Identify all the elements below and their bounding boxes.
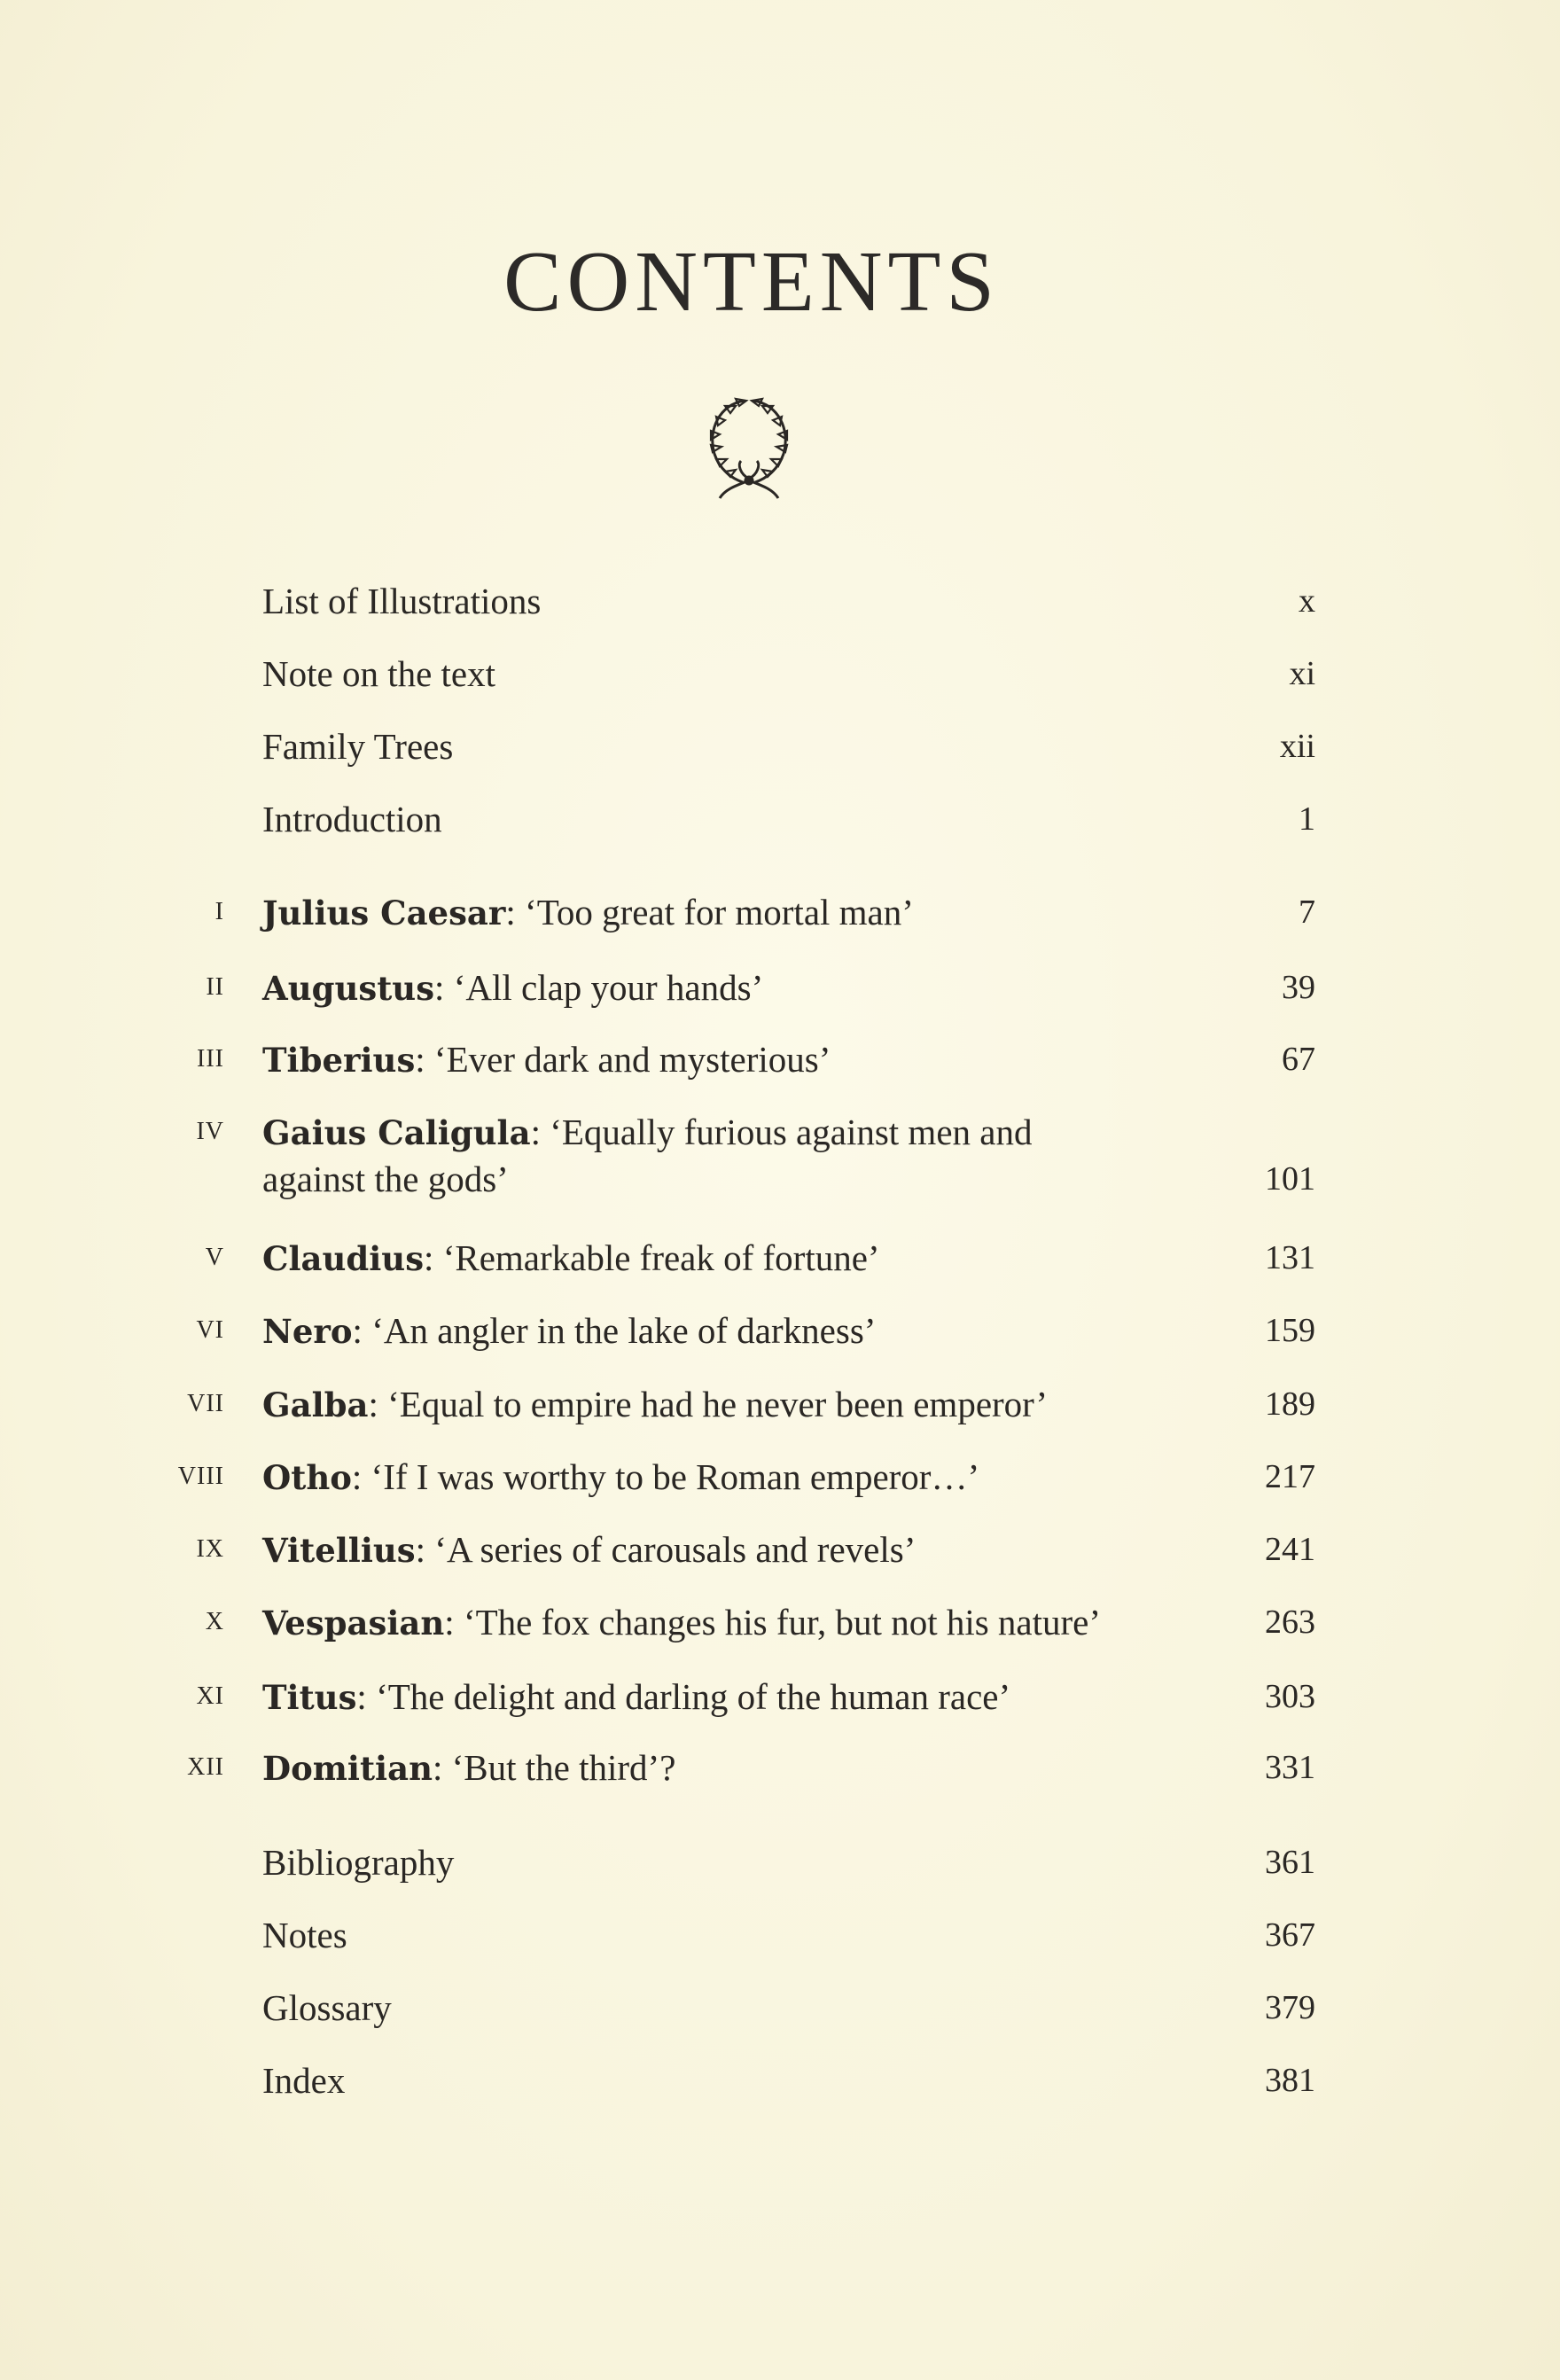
toc-entry-glossary[interactable]	[0, 1981, 1560, 2034]
toc-entry-bibliography[interactable]	[0, 1836, 1560, 1889]
entry-page: 7	[1299, 893, 1315, 931]
chapter-name: Vitellius	[262, 1531, 416, 1570]
chapter-numeral: VII	[187, 1390, 224, 1417]
chapter-name: Julius Caesar	[262, 893, 506, 932]
chapter-numeral: V	[205, 1244, 224, 1271]
chapter-numeral: VI	[196, 1316, 224, 1344]
entry-page: 367	[1265, 1916, 1315, 1954]
chapter-subtitle: : ‘Equally furious against men and	[530, 1112, 1033, 1152]
chapter-numeral: IX	[196, 1535, 224, 1563]
toc-chapter[interactable]	[0, 1231, 1560, 1284]
toc-chapter[interactable]	[0, 1304, 1560, 1357]
chapter-subtitle: : ‘But the third’?	[433, 1747, 676, 1788]
entry-page: 241	[1265, 1531, 1315, 1568]
entry-page: 379	[1265, 1989, 1315, 2026]
entry-page: 263	[1265, 1604, 1315, 1641]
chapter-subtitle: : ‘Ever dark and mysterious’	[415, 1039, 831, 1080]
chapter-name: Tiberius	[262, 1041, 416, 1080]
entry-page: 1	[1299, 800, 1315, 838]
toc-chapter[interactable]	[0, 1741, 1560, 1794]
chapter-subtitle-continued: against the gods’	[262, 1159, 509, 1199]
chapter-subtitle: : ‘The delight and darling of the human race’	[356, 1676, 1011, 1717]
chapter-subtitle: : ‘An angler in the lake of darkness’	[352, 1310, 877, 1351]
toc-chapter[interactable]	[0, 1450, 1560, 1503]
entry-page: 189	[1265, 1385, 1315, 1423]
chapter-numeral: XI	[196, 1682, 224, 1710]
toc-chapter[interactable]	[0, 1670, 1560, 1723]
toc-chapter[interactable]	[0, 961, 1560, 1014]
chapter-numeral: VIII	[177, 1463, 224, 1490]
entry-page: 361	[1265, 1844, 1315, 1881]
entry-label: Index	[262, 2060, 346, 2101]
chapter-numeral: XII	[187, 1753, 224, 1781]
entry-page: 217	[1265, 1458, 1315, 1495]
chapter-numeral: II	[206, 973, 224, 1001]
chapter-name: Nero	[262, 1312, 353, 1351]
toc-chapter[interactable]	[0, 1377, 1560, 1431]
entry-page: 381	[1265, 2062, 1315, 2099]
page-title: CONTENTS	[503, 234, 1000, 330]
chapter-name: Augustus	[262, 969, 435, 1008]
entry-page: 303	[1265, 1678, 1315, 1715]
toc-chapter[interactable]	[0, 1523, 1560, 1576]
toc-entry-note-on-text[interactable]	[0, 647, 1560, 700]
toc-entry-index[interactable]	[0, 2054, 1560, 2107]
laurel-wreath-icon	[700, 390, 798, 505]
entry-label: Notes	[262, 1915, 347, 1955]
chapter-numeral: X	[205, 1608, 224, 1635]
entry-page: x	[1299, 582, 1315, 620]
toc-entry-list-of-illustrations[interactable]	[0, 574, 1560, 628]
entry-page: 67	[1282, 1041, 1315, 1078]
entry-label: Glossary	[262, 1987, 392, 2028]
chapter-name: Vespasian	[262, 1604, 445, 1643]
toc-chapter[interactable]	[0, 1596, 1560, 1649]
chapter-name: Gaius Caligula	[262, 1113, 531, 1152]
entry-page: 101	[1265, 1160, 1315, 1198]
chapter-name: Domitian	[262, 1749, 433, 1788]
toc-chapter[interactable]	[0, 886, 1560, 939]
chapter-subtitle: : ‘All clap your hands’	[434, 967, 764, 1008]
entry-label: Bibliography	[262, 1842, 455, 1883]
toc-chapter[interactable]	[0, 1105, 1560, 1206]
chapter-subtitle: : ‘Remarkable freak of fortune’	[424, 1237, 880, 1278]
entry-page: 39	[1282, 969, 1315, 1006]
chapter-subtitle: : ‘Too great for mortal man’	[505, 892, 914, 932]
entry-page: 131	[1265, 1239, 1315, 1276]
entry-label: Family Trees	[262, 726, 454, 767]
toc-entry-introduction[interactable]	[0, 792, 1560, 846]
toc-entry-notes[interactable]	[0, 1908, 1560, 1962]
chapter-name: Titus	[262, 1678, 357, 1717]
chapter-subtitle: : ‘If I was worthy to be Roman emperor…’	[351, 1456, 980, 1497]
chapter-name: Galba	[262, 1385, 369, 1424]
entry-page: xi	[1289, 655, 1315, 692]
toc-chapter[interactable]	[0, 1033, 1560, 1086]
chapter-numeral: IV	[196, 1118, 224, 1145]
chapter-subtitle: : ‘Equal to empire had he never been emperor’	[368, 1384, 1048, 1424]
chapter-numeral: I	[214, 898, 224, 925]
entry-page: xii	[1279, 728, 1315, 765]
entry-label: Note on the text	[262, 653, 496, 694]
chapter-name: Otho	[262, 1458, 352, 1497]
entry-label: Introduction	[262, 799, 442, 839]
chapter-subtitle: : ‘The fox changes his fur, but not his nature’	[444, 1602, 1102, 1643]
toc-entry-family-trees[interactable]	[0, 720, 1560, 773]
chapter-subtitle: : ‘A series of carousals and revels’	[415, 1529, 916, 1570]
entry-page: 159	[1265, 1312, 1315, 1349]
entry-page: 331	[1265, 1749, 1315, 1786]
chapter-name: Claudius	[262, 1239, 425, 1278]
entry-label: List of Illustrations	[262, 581, 542, 621]
chapter-numeral: III	[197, 1045, 224, 1073]
